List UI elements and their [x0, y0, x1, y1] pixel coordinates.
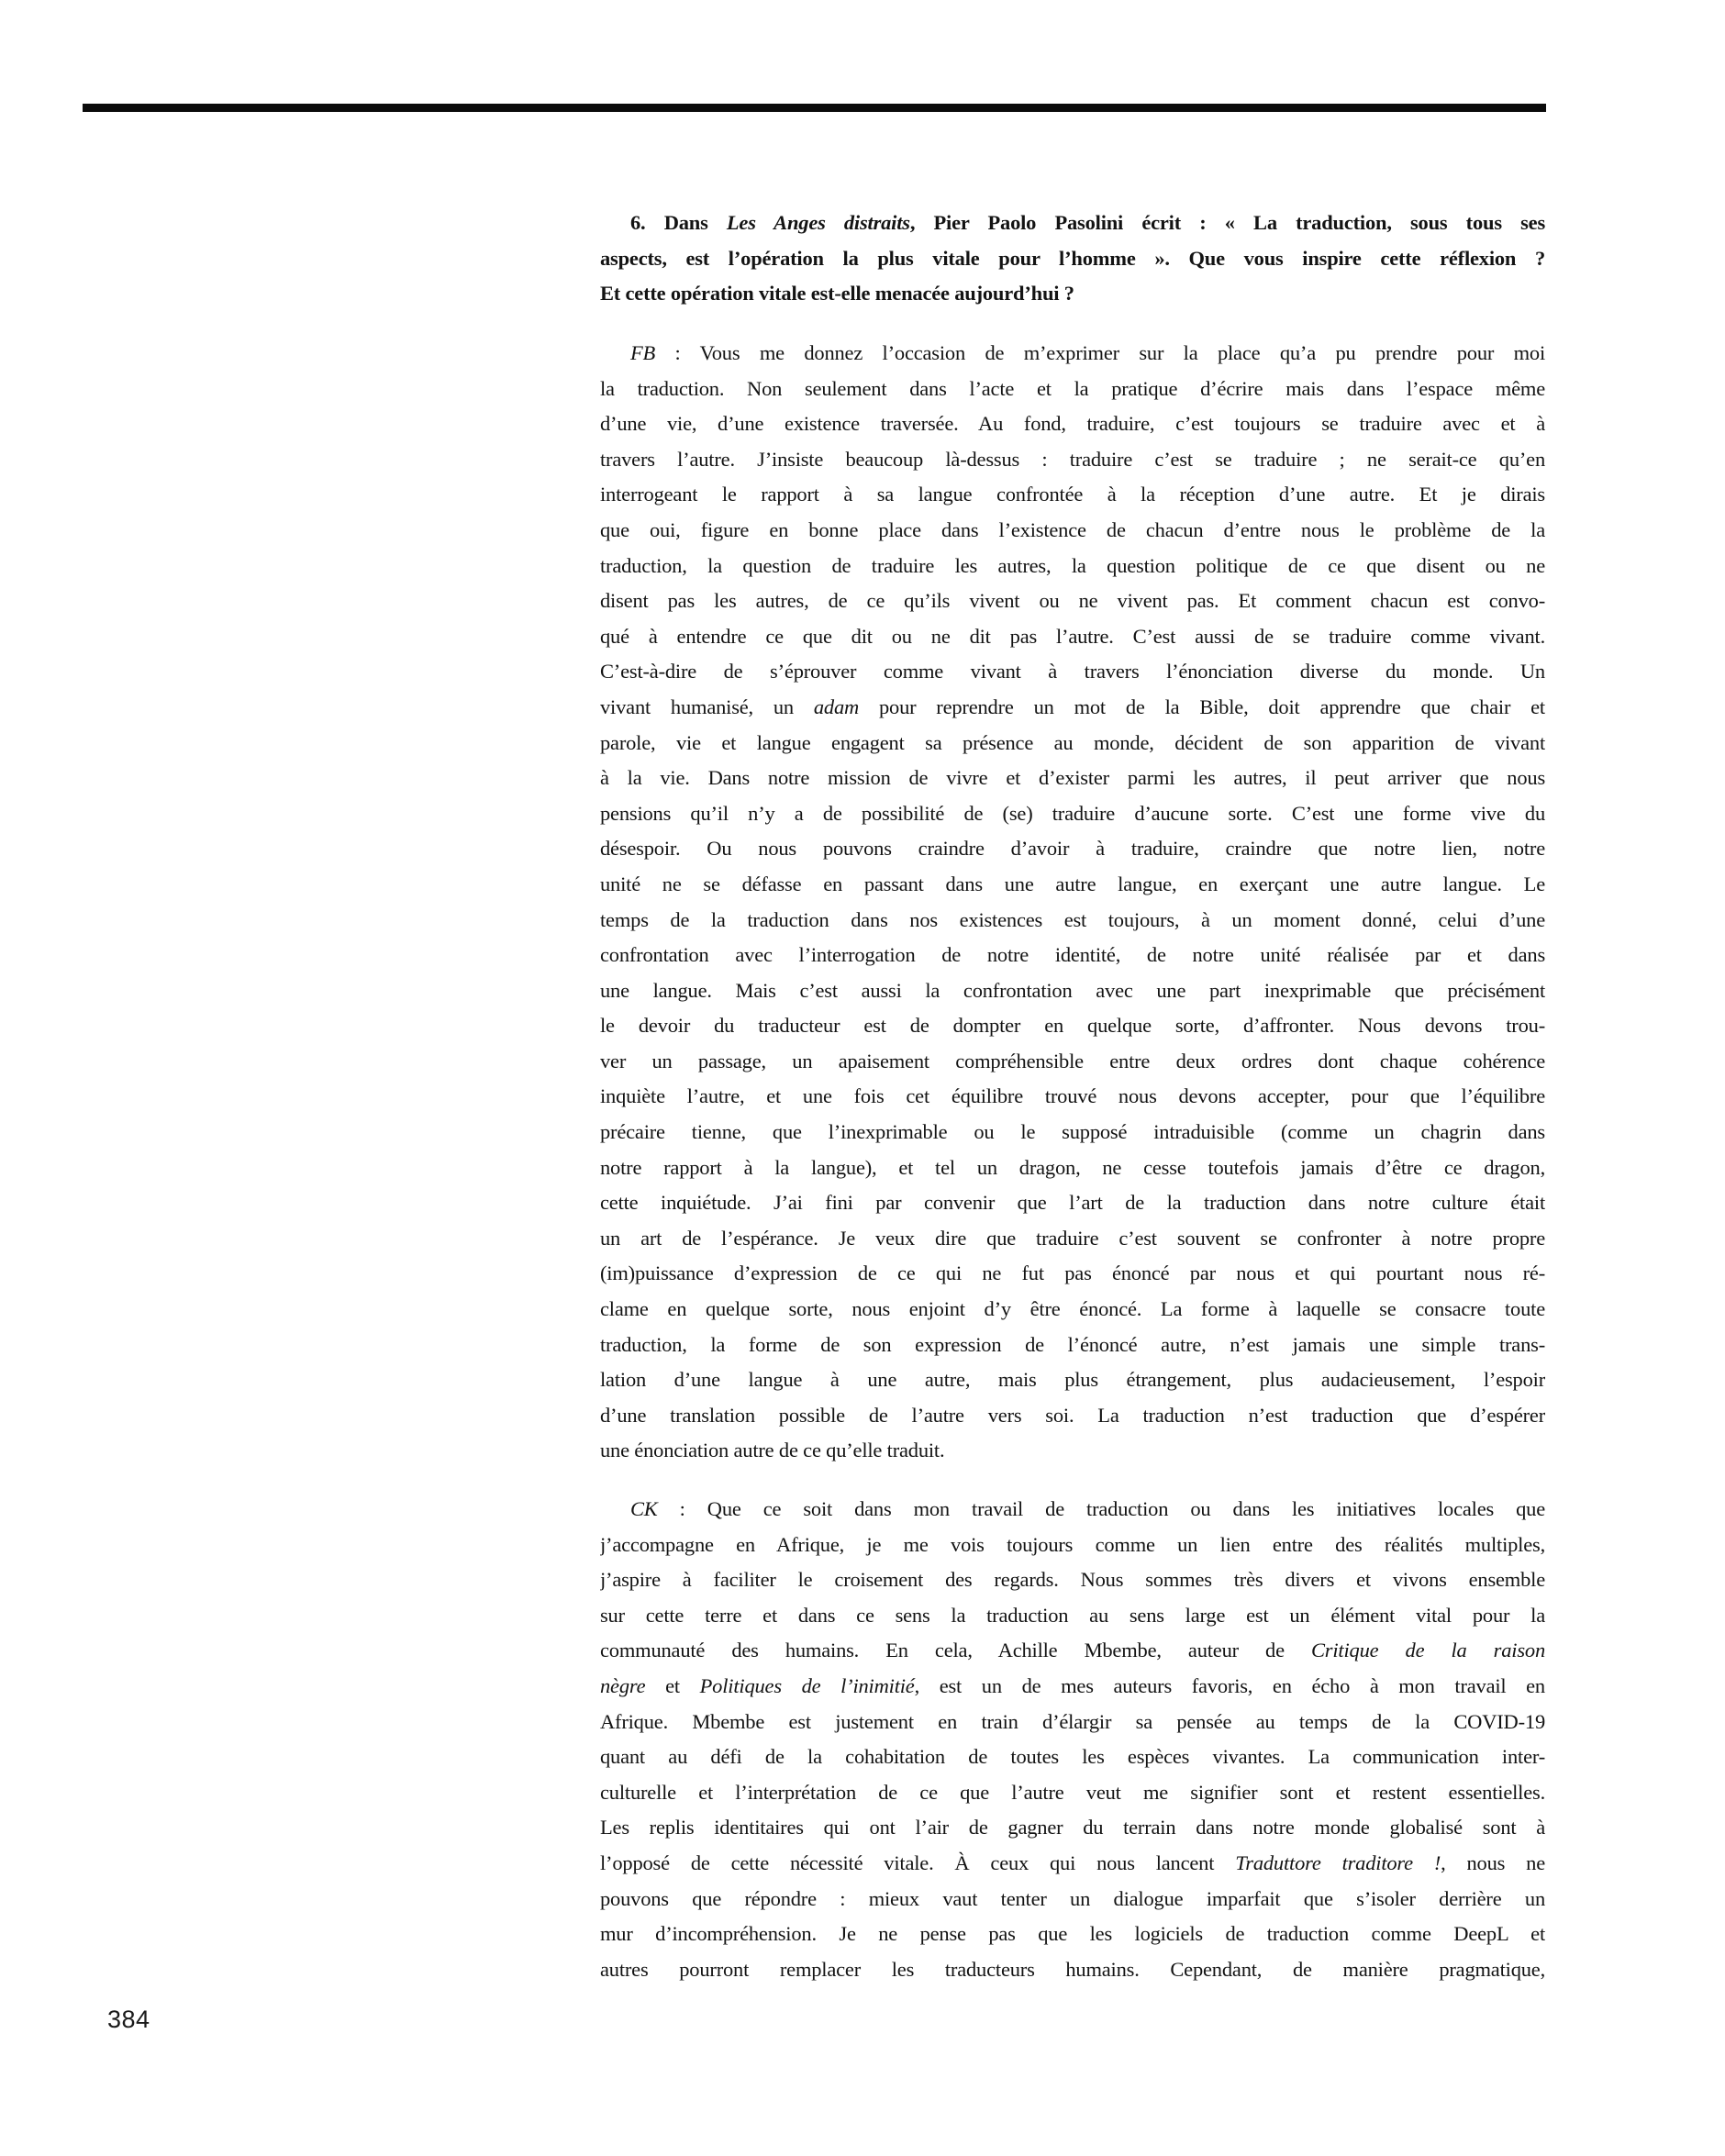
text-line — [600, 442, 1545, 478]
text-segment: clame en quelque sorte, nous enjoint d’y être énoncé. La forme à laquelle se consacre toute — [600, 1297, 1545, 1321]
text-line — [600, 336, 1545, 372]
text-segment: précaire tienne, que l’inexprimable ou le supposé intraduisible (comme un chagrin dans — [600, 1120, 1545, 1144]
text-line — [600, 1952, 1545, 1988]
text-line — [600, 1917, 1545, 1952]
text-line — [600, 206, 1545, 241]
text-line — [600, 1598, 1545, 1634]
text-line — [600, 372, 1545, 407]
text-line — [600, 1328, 1545, 1363]
text-line — [600, 1398, 1545, 1434]
text-segment: (im)puissance d’expression de ce qui ne fut pas énoncé par nous et qui pourtant nous ré- — [600, 1261, 1545, 1285]
text-line — [600, 1433, 1545, 1469]
text-line — [600, 867, 1545, 903]
text-line — [600, 761, 1545, 796]
text-line — [600, 690, 1545, 726]
page-number: 384 — [107, 2006, 150, 2033]
text-line — [600, 1256, 1545, 1292]
text-line — [600, 1562, 1545, 1598]
text-segment: vivant humanisé, un — [600, 695, 814, 718]
text-line — [600, 406, 1545, 442]
text-line — [600, 726, 1545, 761]
text-segment: notre rapport à la langue), et tel un dragon, ne cesse toutefois jamais d’être ce dragon, — [600, 1155, 1545, 1179]
text-segment: disent pas les autres, de ce qu’ils vivent ou ne vivent pas. Et comment chacun est convo- — [600, 589, 1545, 613]
text-line — [600, 1810, 1545, 1846]
text-segment: : Vous me donnez l’occasion de m’exprimer sur la place qu’a pu prendre pour moi — [655, 341, 1545, 364]
text-segment: , nous ne — [1441, 1850, 1545, 1874]
text-line — [600, 1528, 1545, 1563]
text-segment: : Que ce soit dans mon travail de traduction ou dans les initiatives locales que — [657, 1497, 1545, 1520]
text-line — [600, 513, 1545, 549]
text-segment: la traduction. Non seulement dans l’acte et la pratique d’écrire mais dans l’espace même — [600, 376, 1545, 400]
text-segment: Afrique. Mbembe est justement en train d’élargir sa pensée au temps de la COVID-19 — [600, 1709, 1545, 1733]
italic-text-segment: adam — [813, 695, 860, 718]
question-heading — [600, 206, 1545, 312]
italic-text-segment: CK — [630, 1497, 658, 1520]
text-segment: 6. Dans — [630, 211, 727, 234]
text-segment: désespoir. Ou nous pouvons craindre d’avoir à traduire, craindre que notre lien, notre — [600, 837, 1545, 861]
text-segment: une langue. Mais c’est aussi la confrontation avec une part inexprimable que précisément — [600, 978, 1545, 1002]
text-segment: inquiète l’autre, et une fois cet équilibre trouvé nous devons accepter, pour que l’équilibre — [600, 1084, 1545, 1108]
text-segment: , est un de mes auteurs favoris, en écho à mon travail en — [914, 1673, 1545, 1697]
text-segment: aspects, est l’opération la plus vitale pour l’homme ». Que vous inspire cette réflexion ? — [600, 246, 1545, 270]
text-segment: qué à entendre ce que dit ou ne dit pas l’autre. C’est aussi de se traduire comme vivant. — [600, 624, 1545, 648]
text-segment: travers l’autre. J’insiste beaucoup là-dessus : traduire c’est se traduire ; ne serait-ce qu’en — [600, 447, 1545, 471]
italic-text-segment: FB — [630, 341, 656, 364]
text-line — [600, 1669, 1545, 1705]
italic-text-segment: Politiques de l’inimitié — [699, 1673, 915, 1697]
text-line — [600, 1492, 1545, 1528]
text-segment: d’une translation possible de l’autre vers soi. La traduction n’est traduction que d’espérer — [600, 1403, 1545, 1427]
text-line — [600, 1150, 1545, 1186]
answer-paragraph-fb — [600, 336, 1545, 1469]
text-segment: Les replis identitaires qui ont l’air de gagner du terrain dans notre monde globalisé sont à — [600, 1816, 1545, 1839]
text-line — [600, 1079, 1545, 1115]
text-segment: temps de la traduction dans nos existences est toujours, à un moment donné, celui d’une — [600, 907, 1545, 931]
text-line — [600, 1008, 1545, 1044]
text-segment: et — [645, 1673, 700, 1697]
text-line — [600, 241, 1545, 277]
text-segment: unité ne se défasse en passant dans une autre langue, en exerçant une autre langue. Le — [600, 872, 1545, 895]
text-segment: pouvons que répondre : mieux vaut tenter un dialogue imparfait que s’isoler derrière un — [600, 1886, 1545, 1910]
text-line — [600, 1044, 1545, 1080]
text-line — [600, 1739, 1545, 1775]
text-line — [600, 1846, 1545, 1882]
text-line — [600, 1362, 1545, 1398]
text-segment: interrogeant le rapport à sa langue confrontée à la réception d’une autre. Et je dirais — [600, 483, 1545, 506]
text-segment: j’accompagne en Afrique, je me vois toujours comme un lien entre des réalités multiples, — [600, 1532, 1545, 1556]
answer-paragraph-ck — [600, 1492, 1545, 1987]
text-line — [600, 1633, 1545, 1669]
text-segment: autres pourront remplacer les traducteurs humains. Cependant, de manière pragmatique, — [600, 1957, 1545, 1981]
text-line — [600, 903, 1545, 939]
text-segment: confrontation avec l’interrogation de notre identité, de notre unité réalisée par et dans — [600, 943, 1545, 967]
italic-text-segment: Critique de la raison — [1311, 1639, 1545, 1662]
italic-text-segment: Traduttore traditore ! — [1235, 1850, 1441, 1874]
text-line — [600, 654, 1545, 690]
text-segment: j’aspire à faciliter le croisement des regards. Nous sommes très divers et vivons ensemble — [600, 1568, 1545, 1592]
text-line — [600, 1221, 1545, 1257]
text-line — [600, 1115, 1545, 1150]
text-segment: mur d’incompréhension. Je ne pense pas que les logiciels de traduction comme DeepL et — [600, 1922, 1545, 1946]
text-segment: cette inquiétude. J’ai fini par convenir que l’art de la traduction dans notre culture était — [600, 1191, 1545, 1215]
text-line — [600, 1185, 1545, 1221]
text-segment: parole, vie et langue engagent sa présence au monde, décident de son apparition de vivant — [600, 730, 1545, 754]
text-segment: C’est-à-dire de s’éprouver comme vivant à travers l’énonciation diverse du monde. Un — [600, 660, 1545, 683]
text-line — [600, 549, 1545, 584]
text-line — [600, 831, 1545, 867]
text-line — [600, 1705, 1545, 1740]
text-segment: quant au défi de la cohabitation de toutes les espèces vivantes. La communication inter- — [600, 1745, 1545, 1769]
text-line — [600, 1775, 1545, 1811]
text-segment: que oui, figure en bonne place dans l’existence de chacun d’entre nous le problème de la — [600, 517, 1545, 541]
text-segment: , Pier Paolo Pasolini écrit : « La traduction, sous tous ses — [909, 211, 1545, 234]
text-segment: pour reprendre un mot de la Bible, doit apprendre que chair et — [859, 695, 1545, 718]
text-segment: pensions qu’il n’y a de possibilité de (se) traduire d’aucune sorte. C’est une forme vive du — [600, 801, 1545, 825]
text-segment: d’une vie, d’une existence traversée. Au fond, traduire, c’est toujours se traduire avec et à — [600, 412, 1545, 436]
text-line — [600, 619, 1545, 655]
text-segment: communauté des humains. En cela, Achille Mbembe, auteur de — [600, 1639, 1311, 1662]
text-segment: une énonciation autre de ce qu’elle traduit. — [600, 1439, 945, 1462]
text-line — [600, 276, 1545, 312]
italic-text-segment: Les Anges distraits — [726, 211, 910, 234]
text-segment: culturelle et l’interprétation de ce que l’autre veut me signifier sont et restent essentielles. — [600, 1780, 1545, 1804]
text-segment: un art de l’espérance. Je veux dire que traduire c’est souvent se confronter à notre propre — [600, 1226, 1545, 1250]
top-rule — [83, 104, 1546, 112]
text-line — [600, 796, 1545, 832]
text-segment: traduction, la question de traduire les autres, la question politique de ce que disent ou ne — [600, 553, 1545, 577]
text-segment: le devoir du traducteur est de dompter en quelque sorte, d’affronter. Nous devons trou- — [600, 1014, 1545, 1038]
text-segment: ver un passage, un apaisement compréhensible entre deux ordres dont chaque cohérence — [600, 1049, 1545, 1072]
text-segment: sur cette terre et dans ce sens la traduction au sens large est un élément vital pour la — [600, 1603, 1545, 1627]
text-segment: traduction, la forme de son expression de l’énoncé autre, n’est jamais une simple trans- — [600, 1332, 1545, 1356]
text-segment: l’opposé de cette nécessité vitale. À ceux qui nous lancent — [600, 1850, 1236, 1874]
text-segment: à la vie. Dans notre mission de vivre et d’exister parmi les autres, il peut arriver que nous — [600, 766, 1545, 790]
text-line — [600, 1882, 1545, 1917]
text-line — [600, 973, 1545, 1009]
text-segment: lation d’une langue à une autre, mais plus étrangement, plus audacieusement, l’espoir — [600, 1368, 1545, 1392]
italic-text-segment: nègre — [600, 1673, 646, 1697]
text-line — [600, 1292, 1545, 1328]
text-segment: Et cette opération vitale est-elle menacée aujourd’hui ? — [600, 282, 1074, 306]
text-line — [600, 583, 1545, 619]
text-line — [600, 477, 1545, 513]
text-line — [600, 938, 1545, 973]
